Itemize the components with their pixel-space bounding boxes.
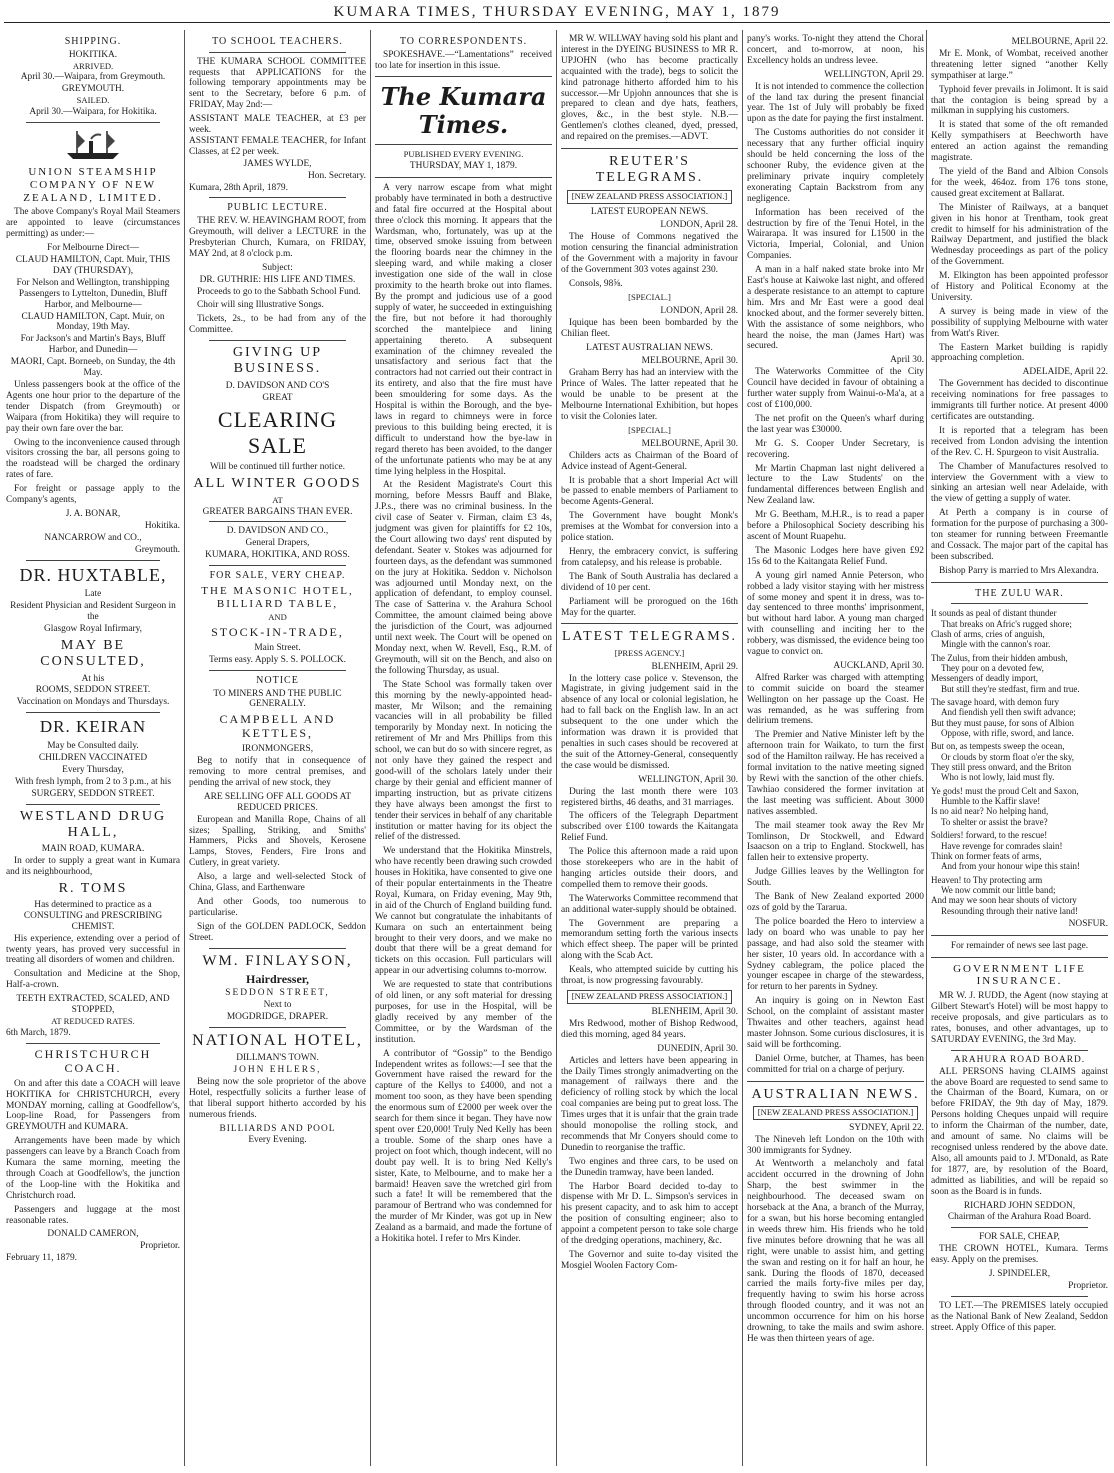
article-text: Information has been received of the destruction by fire of the Tenui Hotel, in the Wairarapa. It was insured for L1500 in the Victoria, Imperial, Colonial, and Union Companies. (747, 207, 924, 262)
ad-text: Arrangements have been made by which passengers can leave by a Branch Coach from Kumara the same morning, meeting the through Coach at Goodfellow's, the junction of the Loop-line with the Hokitika and Christchurch road. (6, 1136, 180, 1201)
dateline: BLENHEIM, April 29. (651, 661, 738, 672)
ad-line: TO MINERS AND THE PUBLIC GENERALLY. (213, 688, 342, 710)
section-heading: LATEST TELEGRAMS. (561, 629, 738, 645)
article-text: At the Resident Magistrate's Court this morning, before Messrs Bauff and Blake, J.P.s., there was no criminal business. In the civil case of Seater v. Firman, claim £3 4s, judgment was given for plaintiffs for £2 10s, the Court allowing two days' rent disputed by defendant. Seater v. Stokes was adjourned for fourteen days, as the defendant was summoned on the jury at Hokitika. Seddon v. Nicholson was adjourned until Monday next, on the application of defendant, to employ counsel. The case of Satterina v. the Arahura School Committee, the amount claimed being above the jurisdiction of the Court, was adjourned until next week. The Court will be opened on Monday next, when W. Revell, Esq., R.M. of Greymouth, will sit on the Bench, and also on the following Thursday, as usual. (375, 480, 552, 676)
poem-line: And may we soon hear shouts of victory (931, 895, 1077, 906)
article-text: pany's works. To-night they attend the Choral concert, and to-morrow, at noon, his Excellency holds an undress levee. (747, 34, 924, 66)
article-text: An inquiry is going on in Newton East School, on the complaint of assistant master Thwaites and other teachers, against head master Johnson. Some curious disclosures, it is said will be forthcoming. (747, 996, 924, 1050)
dateline: LONDON, April 28. (660, 220, 738, 231)
poem-line: Think on former feats of arms, (931, 850, 1042, 861)
column-rule (556, 30, 557, 1466)
ad-text: ALL PERSONS having CLAIMS against the above Board are requested to send same to the Chairman of the Board, Kumara, on or before FRIDAY, the 9th day of May, 1879. Persons holding Cheques unpaid will require to inform the Chairman of the number, date, and amount of same. No claims will be recognised unless rendered by the above date. Also, all amounts paid to J. M'Donald, as Rate for 1877, are, by resolution of the Board, admitted as liabilities, and will be repaid so soon as the Board is in funds. (931, 1066, 1108, 1197)
shipping-heading: SHIPPING. (64, 36, 122, 47)
ad-line: Terms easy. Apply S. S. POLLOCK. (208, 655, 346, 666)
agency-tag: [SPECIAL.] (628, 424, 671, 435)
ad-line: BILLIARDS AND POOL (219, 1123, 336, 1134)
article-text: The mail steamer took away the Rev Mr Tomlinson, Dr Stockwell, and Edward Isaacson on a trip to England. Stockwell, has fallen heir to extensive property. (747, 820, 924, 864)
dateline: MELBOURNE, April 30. (641, 438, 738, 449)
article-text: Mr G. Beetham, M.H.R., is to read a paper before a Philosophical Society describing his ascent of Mount Ruapehu. (747, 510, 924, 542)
ad-text: Passengers and luggage at the most reasonable rates. (6, 1204, 180, 1226)
ad-line: ASSISTANT MALE TEACHER, at £3 per week. (189, 114, 366, 136)
ad-line: D. DAVIDSON AND CO'S (225, 380, 330, 391)
dateline: WELLINGTON, April 29. (824, 69, 924, 80)
ad-line: AND (268, 612, 287, 623)
ad-text: Also, a large and well-selected Stock of China, Glass, and Earthenware (189, 872, 366, 894)
ad-line: Vaccination on Mondays and Thursdays. (16, 697, 170, 708)
dateline: SYDNEY, April 22. (849, 1122, 924, 1133)
poem-line: Who is not lowly, laid must fly. (941, 772, 1055, 783)
agency-tag: [PRESS AGENCY.] (614, 647, 685, 658)
ad-text: Consultation and Medicine at the Shop, Half-a-crown. (6, 969, 180, 991)
ad-title: NATIONAL HOTEL, (192, 1031, 363, 1049)
article-text: Mr E. Monk, of Wombat, received another threatening letter signed “another Kelly sympathiser at large.” (931, 48, 1108, 81)
column-1 (6, 34, 180, 1466)
article-text: The Government has decided to discontinue receiving nominations for free passages to immigrants till further notice. At present 4000 certificates are outstanding. (931, 379, 1108, 422)
dateline: ADELAIDE, April 22. (1022, 367, 1108, 378)
ad-line: AT REDUCED RATES. (51, 1016, 135, 1027)
article-text: Mr Martin Chapman last night delivered a lecture to the Law Students' on the fundamental differences between English and New Zealand law. (747, 463, 924, 507)
dateline: MELBOURNE, April 22. (1011, 37, 1108, 47)
arrival-line: April 30.—Waipara, from Greymouth. (20, 72, 166, 83)
ad-line: ARE SELLING OFF ALL GOODS AT REDUCED PRICES. (203, 791, 352, 813)
ad-text: On and after this date a COACH will leave HOKITIKA for CHRISTCHURCH, every MONDAY morning, calling at Goodfellow's, Loop-line Road, for Passengers from GREYMOUTH and KUMARA. (6, 1078, 180, 1133)
poem-line: And fiendish yell then swift advance; (941, 707, 1076, 718)
ad-text: His experience, extending over a period of twenty years, has proved very successful in treating all disorders of women and children. (6, 933, 180, 966)
dateline: AUCKLAND, April 30. (833, 660, 924, 671)
subsection-heading: LATEST EUROPEAN NEWS. (590, 206, 709, 217)
article-text: The Eastern Market building is rapidly approaching completion. (931, 342, 1108, 364)
agency-tag: [SPECIAL.] (628, 291, 671, 302)
article-text: A young girl named Annie Peterson, who robbed a lady visitor staying with her mistress of some money and spent it in dress, was to-day sentenced to three months' imprisonment, but without hard labor. A young man charged with counselling and inciting her to the robbery, was dismissed, the evidence being too vague to convict on. (747, 570, 924, 658)
section-heading: AUSTRALIAN NEWS. (751, 1086, 920, 1102)
publication-note: PUBLISHED EVERY EVENING. (403, 149, 524, 160)
ad-heading: TO SCHOOL TEACHERS. (212, 36, 343, 47)
article-text: We understand that the Hokitika Minstrels, who have recently been drawing such crowded houses in Hokitika, have consented to give one of their popular entertainments in the Theatre Royal, Kumara, on Friday evening, May 9th, in aid of the Church of England building fund. We cannot but congratulate the inhabitants of Kumara on such an entertainment being brought to their very doors, and we make no doubt that there will be a great demand for tickets on this occasion. Full particulars will appear in our advertising columns to-morrow. (375, 846, 552, 977)
article-text: The House of Commons negatived the motion censuring the financial administration of the Government with a majority in favour of the Government 303 votes against 230. (561, 232, 738, 276)
route-label: For Jackson's and Martin's Bays, Bluff Harbor, and Dunedin— (20, 334, 166, 356)
ad-heading: FOR SALE, VERY CHEAP. (209, 570, 346, 582)
article-text: Keals, who attempted suicide by cutting his throat, is now progressing favourably. (561, 965, 738, 987)
article-text: Henry, the embracery convict, is suffering from catalepsy, and his release is probable. (561, 547, 738, 568)
ad-text: Unless passengers book at the office of the Agents one hour prior to the departure of the tender Dispatch (from Greymouth) or Waipara (from Hokitika) they will require to pay their own fare over the bar. (6, 380, 180, 434)
column-rule (742, 30, 743, 1466)
steamship-icon (63, 127, 123, 163)
dateline: BLENHEIM, April 30. (651, 1006, 738, 1017)
dateline: DUNEDIN, April 30. (657, 1043, 738, 1054)
ad-text: Being now the sole proprietor of the above Hotel, respectfully solicits a further lease of that liberal support hitherto accorded by his numerous friends. (189, 1076, 366, 1120)
ad-text: Beg to notify that in consequence of removing to more central premises, and pending the arrival of new stock, they (189, 756, 366, 788)
column-4 (561, 34, 738, 1466)
ad-title: CAMPBELL AND KETTLES, (219, 712, 336, 741)
sailed-label: SAILED. (76, 95, 110, 106)
masthead-rule (4, 22, 1110, 23)
masthead: KUMARA TIMES, THURSDAY EVENING, MAY 1, 1879 (333, 4, 781, 20)
article-text: Mrs Redwood, mother of Bishop Redwood, died this morning, aged 84 years. (561, 1018, 738, 1040)
article-text: The Chamber of Manufactures resolved to interview the Government with a view to sinking an artesian well near Adelaide, with the view of getting a supply of water. (931, 461, 1108, 505)
ad-line: J. SPINDELER, (988, 1269, 1051, 1280)
agent-place: Greymouth. (134, 544, 180, 555)
article-text: The Government have bought Monk's premises at the Wombat for conversion into a police station. (561, 511, 738, 544)
ad-text: The above Company's Royal Mail Steamers are appointed to leave (circumstances permitting) as under:— (6, 207, 180, 240)
article-text: A man in a half naked state broke into Mr East's house at Kaiwoke last night, and offered a desperate resistance to an attempt to capture him. Mrs and Mr East were a good deal knocked about, and the former severely bitten. With the assistance of some neighbors, who heard the noise, the man (James Hart) was secured. (747, 265, 924, 352)
ad-line: KUMARA, HOKITIKA, AND ROSS. (205, 550, 350, 561)
ad-title: THE MASONIC HOTEL, BILLIARD TABLE, (201, 584, 354, 610)
article-text: The State School was formally taken over this morning by the newly-appointed head-master, Mr Wilson; and the remaining vacancies will in all probability be filled temporarily by Monday next. In noticing the retirement of Mr and Mrs Phillips from this school, we can but do so with sincere regret, as not only have they gained the respect and good-will of the scholars lately under their charge by their genial and efficient manner of imparting instruction, but as private citizens they have always been amongst the first to tender their services in behalf of any charitable institution or matter having for its object the relief of the distressed. (375, 679, 552, 843)
ad-line: Main Street. (254, 643, 301, 654)
ad-line: SURGERY, SEDDON STREET. (31, 788, 155, 799)
dateline: MELBOURNE, April 30. (641, 356, 738, 367)
column-6 (931, 34, 1108, 1466)
article-text: At Perth a company is in course of formation for the purpose of purchasing a 300-ton steamer for running between Freemantle and Cossack. The major part of the capital has been subscribed. (931, 508, 1108, 562)
ad-heading: PUBLIC LECTURE. (227, 202, 328, 214)
article-text: The Police this afternoon made a raid upon those storekeepers who are in the habit of hanging articles outside their doors, and compelled them to remove their goods. (561, 847, 738, 890)
ad-line: At his (81, 673, 105, 684)
agency-tag: [NEW ZEALAND PRESS ASSOCIATION.] (753, 1106, 918, 1120)
agent-name: J. A. BONAR, (65, 508, 121, 519)
ad-heading: ARAHURA ROAD BOARD. (953, 1054, 1086, 1065)
poem-line: It sounds as peal of distant thunder (931, 608, 1057, 619)
agency-tag: [NEW ZEALAND PRESS ASSOCIATION.] (567, 190, 732, 204)
ad-line: Every Evening. (248, 1135, 307, 1146)
article-text: Iquique has been been bombarded by the Chilian fleet. (561, 317, 738, 339)
article-text: The net profit on the Queen's wharf during the last year was £30000. (747, 413, 924, 435)
ad-line: AT (272, 494, 283, 505)
column-rule (370, 30, 371, 1466)
ad-text: Sign of the GOLDEN PADLOCK, Seddon Street. (189, 921, 366, 943)
article-text: A very narrow escape from what might probably have terminated in both a destructive and fatal fire occurred at the Hospital about three o'clock this morning. It appears that the Wardsman, who, fortunately, was up at the time, observed smoke issuing from between the flooring boards near the chimney in the sleeping ward, and while making a closer investigation one side of the wall in close proximity to the hearth broke out into flames. By the prompt and judicious use of a good supply of water, he succeeded in extinguishing the fire, but not before it had thoroughly scorched the mantelpiece and lining appertaining thereto. A subsequent examination of the chimney revealed the unsatisfactory and serious fact that the contractors had not carried out their contract in its entirety, and also that the fire must have been smouldering for some days. As the Hospital is within the Borough, and the bye-laws in regard to chimneys were in force previous to this building being erected, it is difficult to understand how the bye-law in regard thereto has been avoided, to the danger of the unfortunate patients who may be at any time lying helpless in the Hospital. (375, 182, 552, 477)
ad-line: February 11, 1879. (6, 1253, 77, 1264)
ad-line: Late (84, 589, 102, 600)
ad-line: Will be continued till further notice. (210, 462, 345, 473)
article-text: SPOKESHAVE.—“Lamentations” received too late for insertion in this issue. (375, 49, 552, 71)
ad-title: ALL WINTER GOODS (193, 476, 362, 492)
ad-text: Owing to the inconvenience caused through visitors crossing the bar, all persons going to the roadstead will be charged the ordinary rates of fare. (6, 437, 180, 481)
issue-date: THURSDAY, MAY 1, 1879. (409, 161, 518, 172)
article-text: The Premier and Native Minister left by the afternoon train for Waikato, to turn the first sod of the Hamilton railway. He has received a formal invitation to the native meeting signed by Rewi with the sanction of the other chiefs. Tawhiao considered the former invitation at the last meeting was sufficient. About 3000 natives assembled. (747, 730, 924, 817)
ad-line: D. DAVIDSON AND CO., (226, 526, 329, 537)
poem-line: They still press onward, and the Briton (931, 762, 1072, 773)
article-text: A contributor of “Gossip” to the Bendigo Independent writes as follows:—I see that the Government have raised the reward for the capture of the Kellys to £4000, and not a moment too soon, as they have been spending the enormous sum of £2000 per week over the search for them since it began. They have now spent over £20,000! Truly Ned Kelly has been a trouble. Some of the sharp ones have a project on foot which, though indecent, will no doubt pay well. It is to bring Ned Kelly's sister, Kate, to Melbourne, and to make her a barmaid! Heaven save the wretched girl from such a fate! It will be remembered that the paramour of Bertrand who was condemned for the murder of Mr Kinder, was got up in New Zealand as a barmaid, and made the fortune of a Hokitika hotel. I refer to Mrs Kinder. (375, 1048, 552, 1245)
article-text: It is not intended to commence the collection of the land tax during the present financial year. The 1st of July will probably be fixed upon as the date for paying the first instalment. (747, 81, 924, 125)
column-rule (184, 30, 185, 1466)
subsection-heading: LATEST AUSTRALIAN NEWS. (586, 342, 713, 353)
poem-line: But they must pause, for sons of Albion (931, 717, 1074, 728)
poem-line: Is no aid near? No helping hand, (931, 806, 1049, 817)
port-heading: GREYMOUTH. (61, 84, 125, 95)
article-text: Consols, 98⅝. (569, 278, 623, 289)
ad-line: MAY BE CONSULTED, (40, 638, 146, 670)
poem-line: Have revenge for comrades slain! (941, 840, 1063, 851)
poem-line: Ye gods! must the proud Celt and Saxon, (931, 785, 1079, 796)
ad-text: THE REV. W. HEAVINGHAM ROOT, from Greymouth, will deliver a LECTURE in the Presbyterian Church, Kumara, on FRIDAY, MAY 2nd, at 8 o'clock p.m. (189, 216, 366, 259)
column-3 (375, 34, 552, 1466)
sailing-line: April 30.—Waipara, for Hokitika. (29, 107, 157, 118)
ad-text: Proceeds to go to the Sabbath School Fund. (197, 286, 361, 297)
article-text: During the last month there were 103 registered births, 46 deaths, and 31 marriages. (561, 786, 738, 808)
agency-tag: [NEW ZEALAND PRESS ASSOCIATION.] (567, 990, 732, 1004)
ad-line: Proprietor. (1068, 1280, 1108, 1291)
ad-text: THE KUMARA SCHOOL COMMITTEE requests that APPLICATIONS for the following temporary appointments may be sent to the Secretary, before 6 p.m. of FRIDAY, May 2nd:— (189, 56, 366, 111)
poem-line: Oppose, with rifle, sword, and lance. (941, 728, 1074, 739)
article-text: The Customs authorities do not consider it necessary that any further official inquiry should be held concerning the loss of the schooner Ruby, the evidence given at the preliminary private inquiry completely exonerating Captain Backstrom from any negligence. (747, 128, 924, 204)
article-text: The Governor and suite to-day visited the Mosgiel Woolen Factory Com- (561, 1250, 738, 1271)
article-text: Childers acts as Chairman of the Board of Advice instead of Agent-General. (561, 450, 738, 472)
port-heading: HOKITIKA. (68, 49, 118, 60)
article-text: Articles and letters have been appearing in the Daily Times strongly animadverting on the management of railways there and the deficiency of rolling stock by which the local coal companies are being put to great loss. The Times urges that it is unfair that the grain trade should monopolise the rolling stock, and recommends that Mr Conyers should come to Dunedin to reorganise the traffic. (561, 1055, 738, 1153)
ad-text: Choir will sing Illustrative Songs. (197, 300, 324, 311)
newspaper-title: The Kumara Times. (380, 82, 547, 140)
ad-line: RICHARD JOHN SEDDON, (963, 1200, 1076, 1211)
article-text: The Waterworks Committee of the City Council have decided in favour of obtaining a further water supply from Wainui-o-Ma'a, at a cost of £100,000. (747, 367, 924, 410)
route-ship: CLAUD HAMILTON, Capt. Muir, on Monday, 19th May. (21, 311, 165, 333)
article-text: The police boarded the Hero to interview a lady on board who was unable to pay her passage, and had also sold the steamer with her sister, 10 years old. In accordance with a Sydney cablegram, the police placed the younger escapee in charge of the stewardess, for return to her parents in Sydney. (747, 916, 924, 993)
article-text: A survey is being made in view of the possibility of supplying Melbourne with water from Watt's River. (931, 306, 1108, 339)
dateline: LONDON, April 28. (660, 305, 738, 316)
article-text: It is probable that a short Imperial Act will be passed to enable members of Parliament to become Agents-General. (561, 475, 738, 508)
article-text: Mr G. S. Cooper Under Secretary, is recovering. (747, 438, 924, 460)
ad-title: GIVING UP BUSINESS. (232, 345, 323, 377)
dateline: WELLINGTON, April 30. (638, 774, 738, 785)
poem-line: They pour on a devoted few, (941, 663, 1044, 673)
agent-name: NANCARROW and CO., (44, 532, 142, 543)
article-text: Bishop Parry is married to Mrs Alexandra. (939, 565, 1099, 576)
arrived-label: ARRIVED. (72, 60, 114, 71)
article-text: The yield of the Band and Albion Consols for the week, 464oz. from 176 tons stone, caused great excitement at Ballarat. (931, 166, 1108, 199)
article-text: At Wentworth a melancholy and fatal accident occurred in the drowning of John Sharp, the best swimmer in the neighbourhood. The deceased swam on horseback at the Ana, a branch of the Murray, for a swan, but his horse becoming entangled in weeds threw him. His friends who he told five minutes before drowning that he was all right, were unable to assist him, and getting the swan and resting on it for half an hour, he sank. During the floods of 1870, deceased carried the mails forty-five miles per day, frequently having to swim his horse across through flooded country, and it was not an uncommon occurrence for him on his horse drowning, to take the mails and swim ashore. He was then thirteen years of age. (747, 1159, 924, 1344)
poem (931, 608, 1108, 916)
poem-line: Clash of arms, cries of anguish, (931, 628, 1045, 639)
section-heading: TO CORRESPONDENTS. (399, 36, 528, 47)
section-heading: THE ZULU WAR. (975, 587, 1064, 599)
ad-line: JAMES WYLDE, (243, 158, 312, 169)
ad-line: General Drapers, (245, 538, 310, 549)
article-text: Typhoid fever prevails in Jolimont. It is said that the contagion is being spread by a milkman in supplying his customers. (931, 84, 1108, 117)
ad-line: GREATER BARGAINS THAN EVER. (202, 506, 353, 517)
ad-text: In order to supply a great want in Kumara and its neighbourhood, (6, 855, 180, 877)
article-text: M. Elkington has been appointed professor of History and Political Economy at the University. (931, 271, 1108, 303)
ad-title: UNION STEAMSHIP COMPANY OF NEW ZEALAND, LIMITED. (23, 166, 163, 204)
ad-line: ROOMS, SEDDON STREET. (35, 685, 151, 696)
ad-line: Resident Physician and Resident Surgeon in the (10, 601, 176, 623)
article-text: The Nineveh left London on the 10th with 300 immigrants for Sydney. (747, 1134, 924, 1156)
poem-line: Humble to the Kaffir slave! (941, 796, 1041, 807)
poem-signature: NOSFUR. (1068, 918, 1108, 929)
ad-line: With fresh lymph, from 2 to 3 p.m., at his (14, 776, 172, 787)
article-text: Graham Berry has had an interview with the Prince of Wales. The latter repeated that he would be unable to be present at the Melbourne International Exhibition, but hopes to visit the Colonies later. (561, 368, 738, 422)
ad-line: DR. GUTHRIE: HIS LIFE AND TIMES. (199, 274, 356, 285)
article-text: Alfred Rarker was charged with attempting to commit suicide on board the steamer Wellington on her passage up the Coast. He was remanded, as he was suffering from delirium tremens. (747, 672, 924, 727)
article-text: In the lottery case police v. Stevenson, the Magistrate, in giving judgement said in the absence of any local or colonial legislation, he had to fall back on the English law. In an act subsequent to the one under which the information was drawn it is provided that penalties in such cases should be recovered at the suit of the Attorney-General, consequently the case would be dismissed. (561, 673, 738, 771)
ad-text: European and Manilla Rope, Chains of all sizes; Spalling, Striking, and Smiths' Hammers, Picks and Shovels, Kerosene Lamps, Stoves, Fenders, Fire Irons and Cutlery, in great variety. (189, 814, 366, 869)
ad-line: May be Consulted daily. (47, 741, 139, 751)
ad-text: Tickets, 2s., to be had from any of the Committee. (189, 314, 366, 336)
ad-line: R. TOMS (58, 880, 128, 896)
section-heading: REUTER'S TELEGRAMS. (595, 154, 704, 186)
ad-line: TEETH EXTRACTED, SCALED, AND STOPPED, (16, 994, 170, 1016)
ad-text: TO LET.—The PREMISES lately occupied as the National Bank of New Zealand, Seddon street. Apply Office of this paper. (931, 1300, 1108, 1333)
poem-line: We now commit our little band; (941, 884, 1056, 895)
ad-line: 6th March, 1879. (6, 1027, 71, 1038)
article-text: The Government are preparing a memorandum setting forth the various insects which effect sheep. The paper will be printed along with the Scab Act. (561, 918, 738, 962)
article-text: Judge Gillies leaves by the Wellington for South. (747, 867, 924, 889)
ad-line: MOGDRIDGE, DRAPER. (226, 1011, 329, 1022)
ad-title: WM. FINLAYSON, (202, 952, 353, 969)
ad-line: Chairman of the Arahura Road Board. (947, 1212, 1092, 1223)
ad-line: IRONMONGERS, (241, 744, 314, 755)
ad-line: SEDDON STREET, (225, 987, 330, 998)
route-label: For Melbourne Direct— (47, 243, 139, 254)
ad-line: Proprietor. (140, 1241, 180, 1252)
poem-line: That breaks on Afric's rugged shore; (941, 618, 1072, 629)
continuation-note: For remainder of news see last page. (950, 940, 1089, 951)
article-text: The Masonic Lodges here have given £92 15s 6d to the Kaitangata Relief Fund. (747, 545, 924, 567)
poem-line: The savage hoard, with demon fury (931, 697, 1059, 708)
article-text: Daniel Orme, butcher, at Thames, has been committed for trial on a charge of perjury. (747, 1053, 924, 1075)
article-text: The Minister of Railways, at a banquet given in his honor at Trentham, took great credit to himself for his administration of the Railway Department, and justified the black Wednesday proceedings as part of the policy of the Government. (931, 202, 1108, 268)
ad-line: Has determined to practice as a CONSULTING and PRESCRIBING CHEMIST. (23, 899, 163, 932)
ad-line: Hon. Secretary. (308, 170, 366, 181)
column-5 (747, 34, 924, 1466)
ad-text: For freight or passage apply to the Company's agents, (6, 484, 180, 506)
article-text: The officers of the Telegraph Department subscribed over £100 towards the Kaitangata Relief Fund. (561, 811, 738, 844)
article-text: The Bank of New Zealand exported 2000 ozs of gold by the Tararua. (747, 892, 924, 913)
poem-line: The Zulus, from their hidden ambush, (931, 652, 1068, 663)
ad-line: ASSISTANT FEMALE TEACHER, for Infant Classes, at £2 per week. (189, 135, 366, 157)
poem-line: Soldiers! forward, to the rescue! (931, 830, 1048, 841)
poem-line: And from your honour wipe this stain! (941, 861, 1080, 872)
poem-line: Mingle with the cannon's roar. (941, 639, 1051, 650)
ad-title: WESTLAND DRUG HALL, (19, 808, 167, 840)
ad-line: Kumara, 28th April, 1879. (189, 182, 288, 193)
ad-line: Glasgow Royal Infirmary, (43, 624, 143, 635)
poem-line: To shelter or assist the brave? (941, 816, 1048, 827)
ad-line: Subject: (262, 262, 293, 273)
column-2 (189, 34, 366, 1466)
ad-line: DONALD CAMERON, (47, 1229, 139, 1240)
column-rule (926, 30, 927, 1466)
article-text: Two engines and three cars, to be used on the Dunedin tramway, have been landed. (561, 1156, 738, 1178)
article-text: Parliament will be prorogued on the 16th May for the quarter. (561, 596, 738, 618)
ad-text: THE CROWN HOTEL, Kumara. Terms easy. Apply on the premises. (931, 1244, 1108, 1266)
ad-text: MR W. J. RUDD, the Agent (now staying at Gilbert Stewart's Hotel) will be most happy to receive proposals, and give particulars as to rates, bonuses, and other advantages, up to SATURDAY EVENING, the 3rd May. (931, 991, 1108, 1045)
poem-line: Resounding through their native land! (941, 905, 1078, 916)
article-text: The Waterworks Committee recommend that an additional water-supply should be obtained. (561, 893, 738, 915)
article-text: It is stated that some of the oft remanded Kelly sympathisers at Beechworth have entered an action against the remanding magistrate. (931, 120, 1108, 164)
poem-line: Heaven! to Thy protecting arm (931, 874, 1043, 885)
ad-heading: FOR SALE, CHEAP, (979, 1232, 1060, 1243)
ad-title: DR. KEIRAN (39, 717, 147, 737)
ad-line: Next to (263, 999, 292, 1010)
route-label: For Nelson and Wellington, transhipping Passengers to Lyttelton, Dunedin, Bluff Harbor, and Melbourne— (16, 277, 170, 310)
poem-line: But on, as tempests sweep the ocean, (931, 741, 1065, 752)
article-text: It is reported that a telegram has been received from London advising the intention of the Rev. C. H. Spurgeon to visit Australia. (931, 425, 1108, 458)
ad-title: STOCK-IN-TRADE, (211, 625, 344, 640)
agent-place: Hokitika. (144, 520, 180, 531)
ad-text: And other Goods, too numerous to particularise. (189, 896, 366, 918)
ad-line: Hairdresser, (246, 971, 309, 986)
ad-line: Every Thursday, (62, 764, 124, 775)
article-text: The Bank of South Australia has declared a dividend of 10 per cent. (561, 571, 738, 593)
ad-line: GREAT (262, 392, 293, 403)
ad-line: MAIN ROAD, KUMARA. (41, 844, 145, 854)
poem-line: Messengers of deadly import, (931, 673, 1038, 684)
article-text: MR W. WILLWAY having sold his plant and interest in the DYEING BUSINESS to MR R. UPJOHN (who has become practically acquainted with the trade), begs to solicit the kind patronage hitherto afforded him to his successor.—Mr Upjohn announces that she is prepared to clean and dye hats, feathers, gloves, &c., in the best style. N.B.—Gentlemen's clothes cleaned, dyed, pressed, and repaired on the premises.—ADVT. (561, 34, 738, 143)
ad-title: GOVERNMENT LIFE INSURANCE. (953, 962, 1086, 988)
ad-line: JOHN EHLERS, (233, 1065, 322, 1076)
poem-line: Or clouds by storm float o'er the sky, (941, 751, 1075, 762)
ad-line: CHILDREN VACCINATED (38, 752, 148, 763)
ad-title: CHRISTCHURCH COACH. (34, 1046, 152, 1075)
ad-heading: NOTICE (256, 674, 299, 686)
ad-title: DR. HUXTABLE, (19, 564, 167, 585)
ad-title: CLEARING SALE (217, 407, 338, 458)
ad-line: DILLMAN'S TOWN. (236, 1053, 319, 1064)
dateline: April 30. (890, 355, 924, 366)
route-ship: CLAUD HAMILTON, Capt. Muir, THIS DAY (THURSDAY), (15, 255, 171, 276)
article-text: The Harbor Board decided to-day to dispense with Mr D. L. Simpson's services in his present capacity, and to ask him to accept the position of consulting engineer; also to appoint a competent person to take sole charge of the dredging operations, machinery, &c. (561, 1181, 738, 1247)
article-text: We are requested to state that contributions of old linen, or any soft material for dressing purposes, for use in the Hospital, will be gladly received by any member of the Committee, or by the Wardsman of the institution. (375, 980, 552, 1045)
poem-line: But still they're stedfast, firm and true. (941, 683, 1080, 694)
route-ship: MAORI, Capt. Borneeb, on Sunday, the 4th May. (10, 357, 176, 379)
